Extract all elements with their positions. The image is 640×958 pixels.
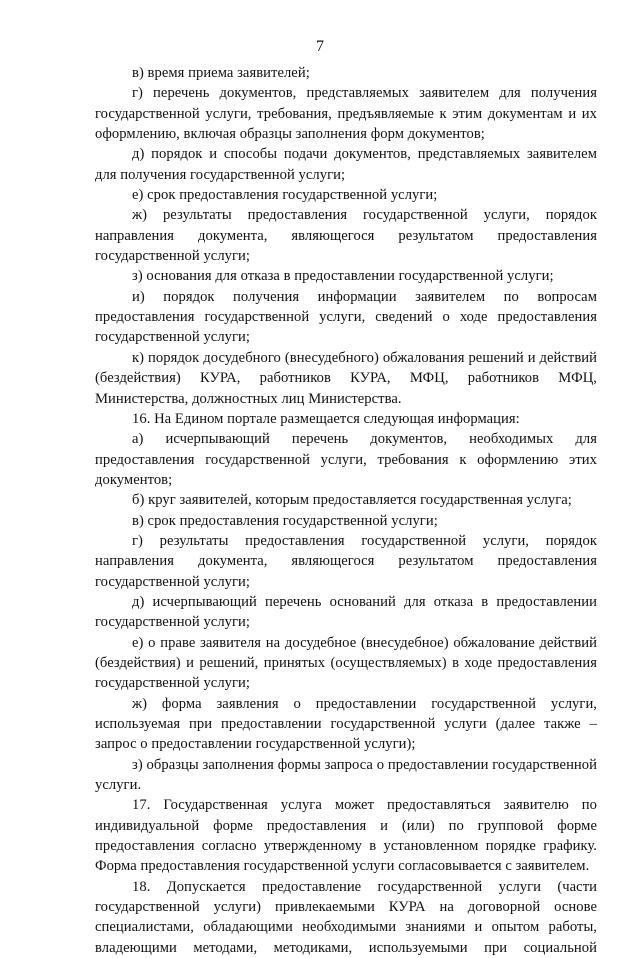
paragraph-16-z-form-samples: з) образцы заполнения формы запроса о предоставлении государственной услуги. [95, 756, 597, 794]
paragraph-item-i-information-procedure: и) порядок получения информации заявителем по вопросам предоставления государственной услуги, сведений о ходе предоставления государственной услуги; [95, 288, 597, 346]
paragraph-item-d-submission-methods: д) порядок и способы подачи документов, представляемых заявителем для получения государственной услуги; [95, 146, 597, 183]
paragraph-item-z-refusal-grounds: з) основания для отказа в предоставлении государственной услуги; [132, 268, 554, 285]
document-body [95, 63, 597, 958]
paragraph-16-b-applicants: б) круг заявителей, которым предоставляется государственная услуга; [132, 492, 572, 509]
paragraph-18-contract-specialists: 18. Допускается предоставление государственной услуги (части государственной услуги) привлекаемыми КУРА на договорной основе специалистами, обладающими необходимыми знаниями и опытом работы, владеющими методами, методиками, используемыми при социальной [95, 878, 597, 956]
paragraph-16-g-results: г) результаты предоставления государственной услуги, порядок направления документа, являющегося результатом предоставления государственной услуги; [95, 532, 597, 590]
paragraph-item-v-reception-time: в) время приема заявителей; [132, 65, 310, 81]
paragraph-item-zh-service-results: ж) результаты предоставления государственной услуги, порядок направления документа, являющегося результатом предоставления государственной услуги; [95, 207, 597, 265]
paragraph-16-portal-information: 16. На Едином портале размещается следующая информация: [132, 410, 520, 427]
paragraph-17-service-form: 17. Государственная услуга может предоставляться заявителю по индивидуальной форме предоставления и (или) по групповой форме предоставления согласно утвержденному в установленном порядке графику. Форма предоставления государственной услуги согласовывается с заявителем. [95, 797, 597, 875]
paragraph-item-k-appeal-procedure: к) порядок досудебного (внесудебного) обжалования решений и действий (бездействия) КУРА, работников КУРА, МФЦ, работников МФЦ, Министерства, должностных лиц Министерства. [95, 349, 597, 407]
paragraph-item-g-documents-list: г) перечень документов, представляемых заявителем для получения государственной услуги, требования, предъявляемые к этим документам и их оформлению, включая образцы заполнения форм документов; [95, 85, 597, 143]
paragraph-16-a-documents: а) исчерпывающий перечень документов, необходимых для предоставления государственной услуги, требования к оформлению этих документов; [95, 431, 597, 488]
paragraph-item-e-service-term: е) срок предоставления государственной услуги; [132, 187, 438, 204]
paragraph-16-zh-application-form: ж) форма заявления о предоставлении государственной услуги, используемая при предоставлении государственной услуги (далее также – запрос о предоставлении государственной услуги); [95, 695, 597, 753]
paragraph-16-e-appeal-right: е) о праве заявителя на досудебное (внесудебное) обжалование действий (бездействия) и решений, принятых (осуществляемых) в ходе предоставления государственной услуги; [95, 634, 597, 692]
paragraph-16-d-refusal-grounds: д) исчерпывающий перечень оснований для отказа в предоставлении государственной услуги; [95, 593, 597, 631]
paragraph-16-v-term: в) срок предоставления государственной услуги; [132, 512, 438, 529]
page-number: 7 [316, 38, 324, 55]
